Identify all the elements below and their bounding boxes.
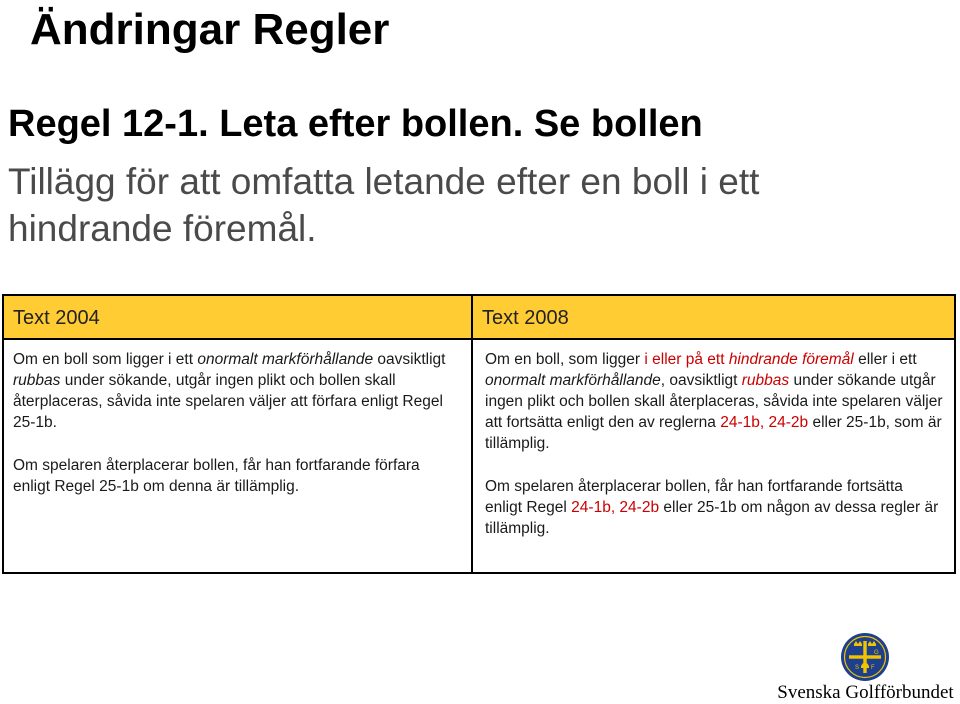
text-segment: Om en boll, som ligger: [485, 351, 645, 368]
rule-heading: Regel 12-1. Leta efter bollen. Se bollen: [8, 103, 703, 145]
text-segment: onormalt markförhållande: [197, 351, 374, 368]
text-2004-paragraph-1: [13, 349, 461, 433]
golf-federation-emblem-icon: [840, 632, 890, 682]
text-segment: under sökande utgår ingen plikt och bollen skall återplaceras, såvida inte spelaren väljer att fortsätta enligt den av reglerna: [485, 372, 943, 431]
text-segment: eller 25-1b om någon av dessa regler är tillämplig.: [485, 499, 939, 537]
text-2008-header: Text 2008: [473, 296, 954, 340]
rule-subheading: Tillägg för att omfatta letande efter en boll i ett hindrande föremål.: [8, 161, 760, 249]
text-segment: 24-1b, 24-2b: [720, 414, 809, 431]
text-segment: Om spelaren återplacerar bollen, får han fortfarande fortsätta enligt Regel: [485, 478, 903, 516]
text-segment: under sökande, utgår ingen plikt och bollen skall återplaceras, såvida inte spelaren väljer att förfara enligt Regel 25-1b.: [13, 372, 443, 431]
text-segment: Om spelaren återplacerar bollen, får han fortfarande förfara enligt Regel 25-1b om denna är tillämplig.: [13, 457, 420, 495]
text-2008-body: [473, 340, 954, 561]
emblem-letter-g: G: [874, 650, 879, 656]
text-2008-column: [473, 296, 954, 572]
logo-wordmark: Svenska Golfförbundet: [777, 682, 954, 703]
emblem-letter-f: F: [871, 665, 875, 671]
text-segment: rubbas: [13, 372, 61, 389]
text-2004-body: [4, 340, 471, 519]
text-segment: Om en boll som ligger i ett: [13, 351, 198, 368]
text-2004-header: Text 2004: [4, 296, 471, 340]
text-segment: onormalt markförhållande: [485, 372, 661, 389]
comparison-table: [2, 294, 956, 574]
emblem-letter-s: S: [855, 665, 860, 671]
text-segment: , oavsiktligt: [660, 372, 742, 389]
text-2004-column: [4, 296, 473, 572]
text-2008-paragraph-2: [485, 476, 944, 539]
text-segment: i eller på ett: [644, 351, 729, 368]
text-segment: eller 25-1b, som är tillämplig.: [485, 414, 942, 452]
text-segment: eller i ett: [853, 351, 917, 368]
text-segment: hindrande föremål: [728, 351, 854, 368]
text-2004-paragraph-2: [13, 455, 461, 497]
text-2008-paragraph-1: [485, 349, 944, 454]
text-segment: 24-1b, 24-2b: [571, 499, 660, 516]
text-segment: rubbas: [741, 372, 790, 389]
svenska-golfforbundet-logo: [773, 632, 958, 704]
text-segment: oavsiktligt: [373, 351, 446, 368]
page-title: Ändringar Regler: [30, 5, 390, 54]
